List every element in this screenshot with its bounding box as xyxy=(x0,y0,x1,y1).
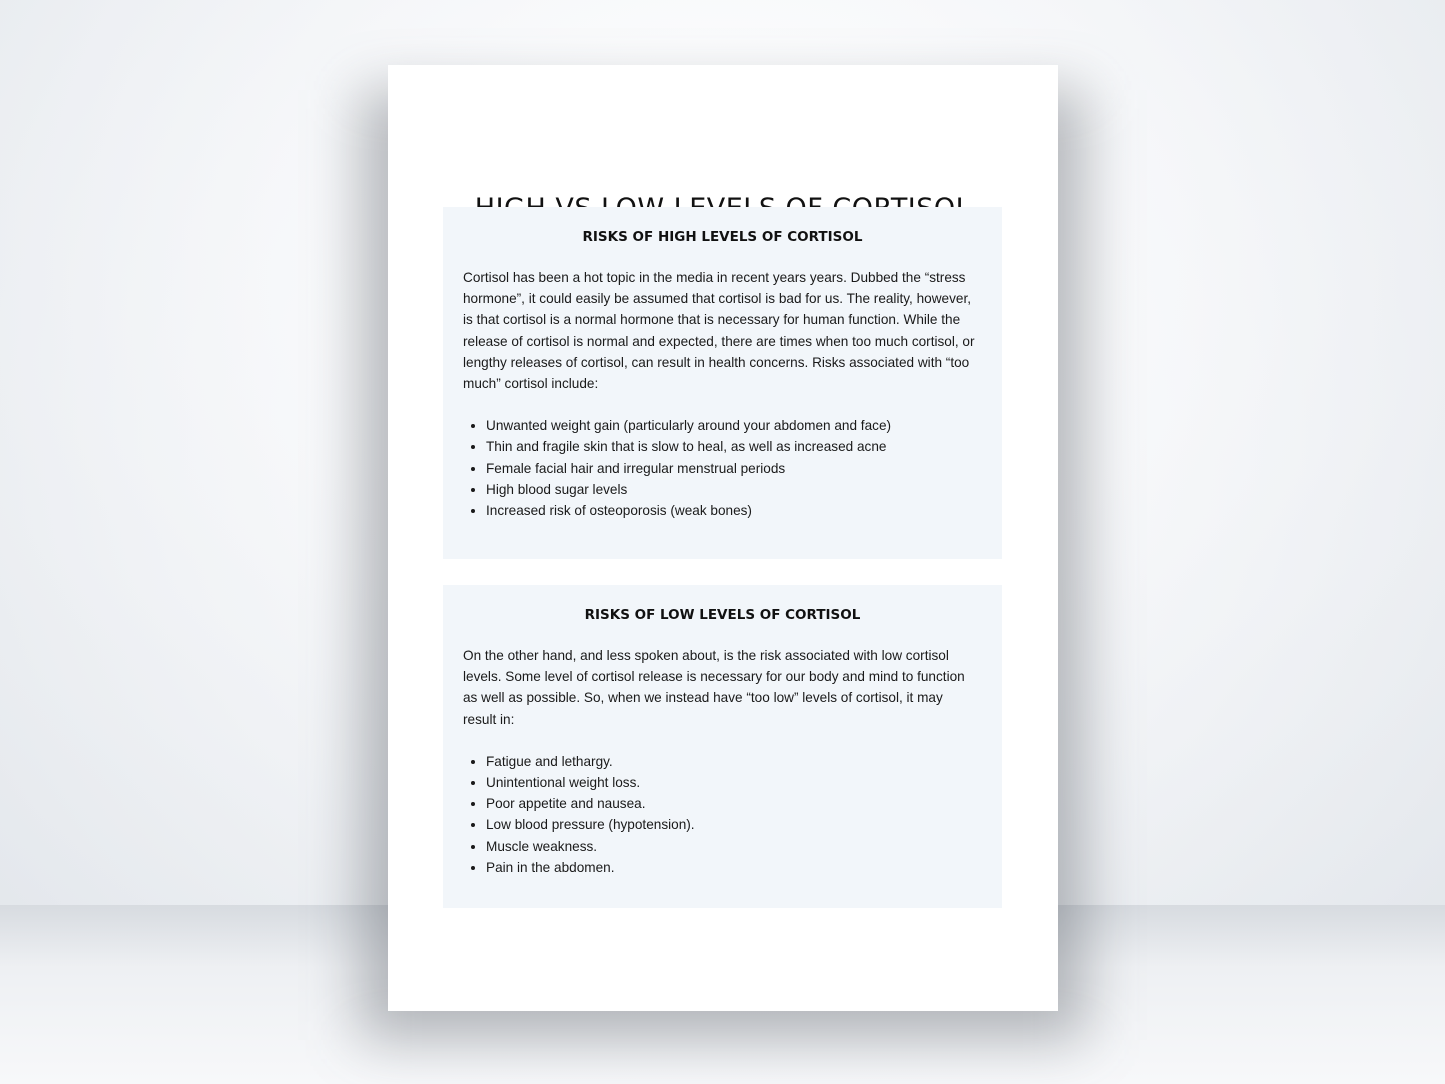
section-heading: RISKS OF HIGH LEVELS OF CORTISOL xyxy=(582,229,863,245)
list-item: • Unintentional weight loss. xyxy=(486,772,982,793)
risk-list xyxy=(463,751,982,878)
high-cortisol-section xyxy=(443,207,1002,559)
section-heading: RISKS OF LOW LEVELS OF CORTISOL xyxy=(584,607,861,623)
list-item: • High blood sugar levels xyxy=(486,479,982,500)
section-paragraph: On the other hand, and less spoken about, is the risk associated with low cortisol levels. Some level of cortisol release is necessary for our body and mind to function as well as possible. So, when we instead have “too low” levels of cortisol, it may result in: xyxy=(463,648,965,727)
list-item: • Female facial hair and irregular menstrual periods xyxy=(486,458,982,479)
list-item: • Fatigue and lethargy. xyxy=(486,751,982,772)
list-item: • Thin and fragile skin that is slow to heal, as well as increased acne xyxy=(486,436,982,457)
list-item: • Muscle weakness. xyxy=(486,836,982,857)
list-item: • Pain in the abdomen. xyxy=(486,857,982,878)
section-paragraph: Cortisol has been a hot topic in the media in recent years years. Dubbed the “stress hormone”, it could easily be assumed that cortisol is bad for us. The reality, however, is that cortisol is a normal hormone that is necessary for human function. While the release of cortisol is normal and expected, there are times when too much cortisol, or lengthy releases of cortisol, can result in health concerns. Risks associated with “too much” cortisol include: xyxy=(463,270,975,392)
risk-list xyxy=(463,415,982,521)
list-item: • Unwanted weight gain (particularly around your abdomen and face) xyxy=(486,415,982,436)
document-page xyxy=(388,65,1058,1011)
list-item: • Poor appetite and nausea. xyxy=(486,793,982,814)
low-cortisol-section xyxy=(443,585,1002,908)
list-item: • Increased risk of osteoporosis (weak bones) xyxy=(486,500,982,521)
list-item: • Low blood pressure (hypotension). xyxy=(486,814,982,835)
